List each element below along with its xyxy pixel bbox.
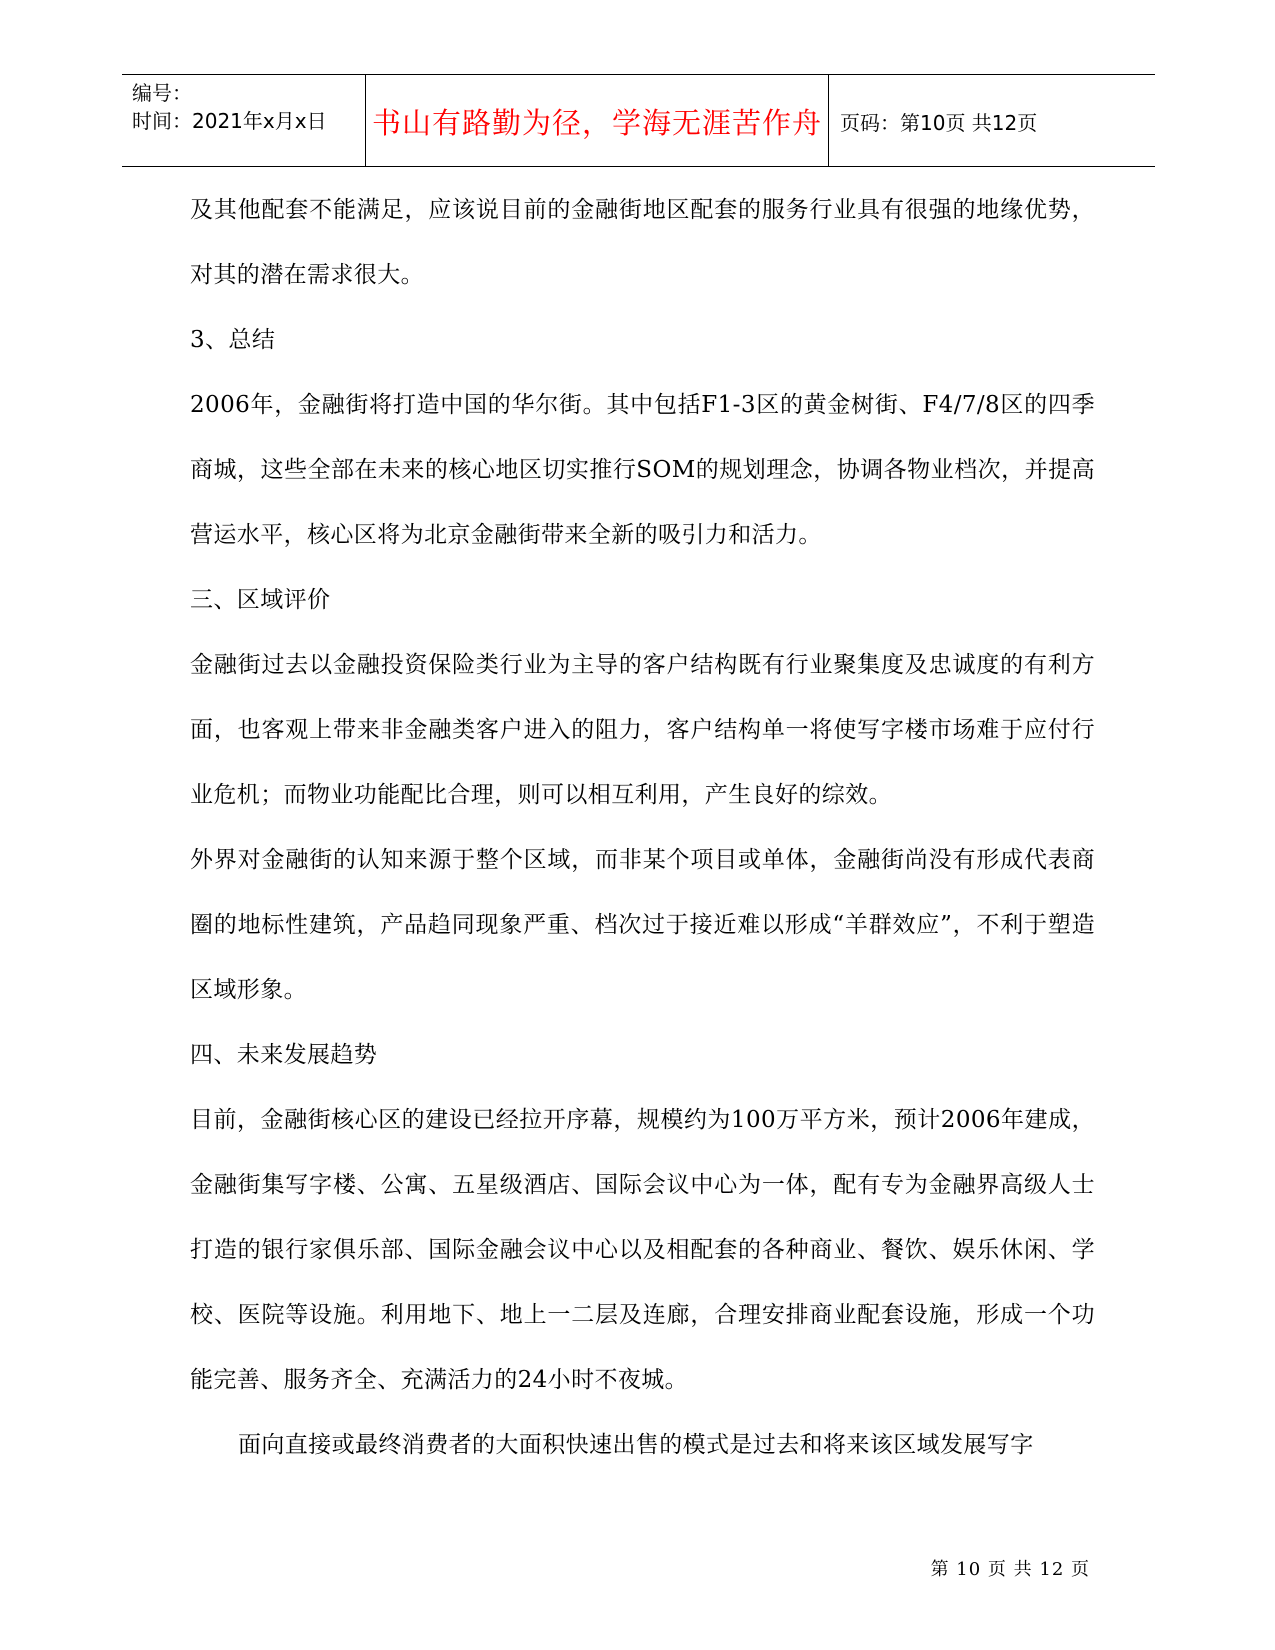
paragraph: 及其他配套不能满足，应该说目前的金融街地区配套的服务行业具有很强的地缘优势，对其的潜在需求很大。 [190,197,1095,288]
document-date-label: 时间：2021年x月x日 [132,109,327,133]
paragraph: 金融街过去以金融投资保险类行业为主导的客户结构既有行业聚集度及忠诚度的有利方面，也客观上带来非金融类客户进入的阻力，客户结构单一将使写字楼市场难于应付行业危机；而物业功能配比合理，则可以相互利用，产生良好的综效。 [190,652,1095,808]
document-number-label: 编号： [132,81,192,105]
header-motto: 书山有路勤为径，学海无涯苦作舟 [371,105,822,140]
paragraph: 面向直接或最终消费者的大面积快速出售的模式是过去和将来该区域发展写字 [238,1432,1034,1458]
paragraph: 外界对金融街的认知来源于整个区域，而非某个项目或单体，金融街尚没有形成代表商圈的地标性建筑，产品趋同现象严重、档次过于接近难以形成“羊群效应”，不利于塑造区域形象。 [190,847,1095,1003]
section-heading: 四、未来发展趋势 [190,1042,378,1068]
header-page-info: 页码：第10页 共12页 [840,110,1038,135]
paragraph: 2006年，金融街将打造中国的华尔街。其中包括F1-3区的黄金树街、F4/7/8区的四季商城，这些全部在未来的核心地区切实推行SOM的规划理念，协调各物业档次，并提高营运水平，核心区将为北京金融街带来全新的吸引力和活力。 [190,392,1095,548]
header-divider-right [828,75,829,167]
document-body [190,178,1095,1478]
page-header [122,74,1155,167]
paragraph: 目前，金融街核心区的建设已经拉开序幕，规模约为100万平方米，预计2006年建成，金融街集写字楼、公寓、五星级酒店、国际会议中心为一体，配有专为金融界高级人士打造的银行家俱乐部、国际金融会议中心以及相配套的各种商业、餐饮、娱乐休闲、学校、医院等设施。利用地下、地上一二层及连廊，合理安排商业配套设施，形成一个功能完善、服务齐全、充满活力的24小时不夜城。 [190,1107,1095,1393]
header-meta [132,79,384,135]
page-footer: 第 10 页 共 12 页 [930,1559,1090,1580]
section-heading: 3、总结 [190,327,276,353]
section-heading: 三、区域评价 [190,587,331,613]
